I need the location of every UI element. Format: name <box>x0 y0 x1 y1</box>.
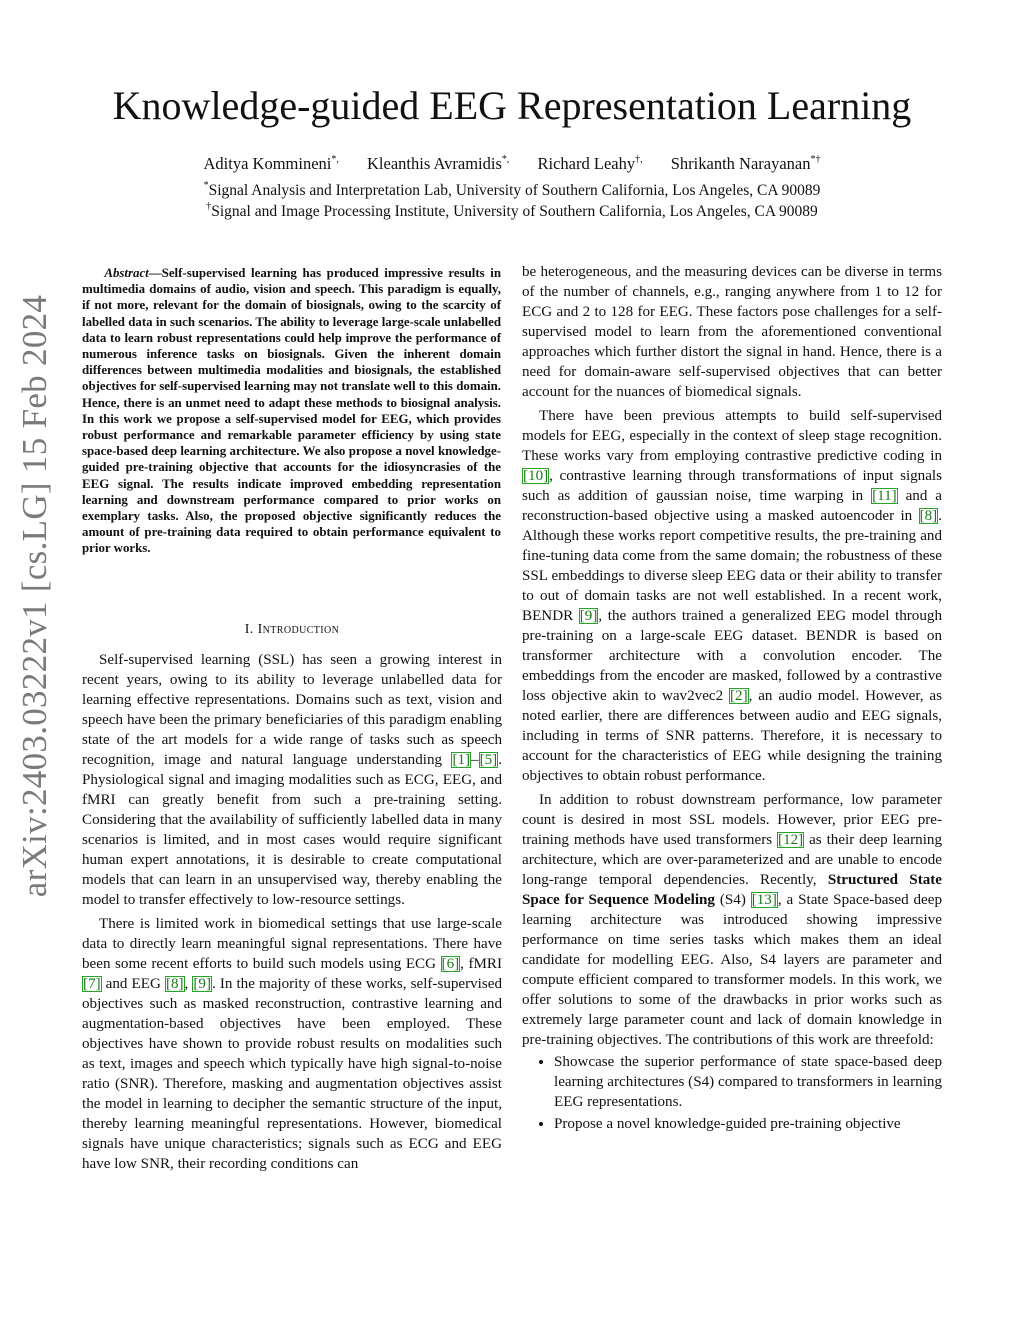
right-paragraph-2: There have been previous attempts to build self-supervised models for EEG, especially in the context of sleep stage recognition. These works vary from employing contrastive predictive coding in [10], contrastive learning through transformations of input signals such as addition of gaussian noise, time warping in [11] and a reconstruction-based objective using a masked autoencoder in [8]. Although these works report competitive results, the pre-training and fine-tuning data come from the same domain; the robustness of these SSL embeddings to diverse sleep EEG data or their ability to transfer to out of domain tasks are not well established. In a recent work, BENDR [9], the authors trained a generalized EEG model through pre-training on a large-scale EEG dataset. BENDR is based on transformer architecture with a convolution encoder. The embeddings from the encoder are masked, followed by a contrastive loss objective akin to wav2vec2 [2], an audio model. However, as noted earlier, there are differences between audio and EEG signals, including in terms of SNR patterns. Therefore, it is necessary to account for the characteristics of EEG while designing the training objectives to obtain robust performance. <box>522 408 942 784</box>
arxiv-identifier: arXiv:2403.03222v1 [cs.LG] 15 Feb 2024 <box>15 294 54 898</box>
right-paragraph-1: be heterogeneous, and the measuring devices can be diverse in terms of the number of channels, e.g., ranging anywhere from 1 to 12 for ECG and 2 to 128 for EEG. These factors pose challenges for a self-supervised model to learn from the aforementioned conventional approaches which further distort the signal in hand. Hence, there is a need for domain-aware self-supervised objectives that can better account for the nuances of biomedical signals. <box>522 264 942 400</box>
paper-title: Knowledge-guided EEG Representation Learning <box>112 83 912 128</box>
left-column <box>82 618 502 1174</box>
abstract-text: —Self-supervised learning has produced impressive results in multimedia domains of audio, vision and speech. This paradigm is equally, if not more, relevant for the domain of biosignals, owing to the scarcity of labelled data in such scenarios. The ability to leverage large-scale unlabelled data to learn robust representations could help improve the performance of numerous inference tasks on biosignals. Given the inherent domain differences between multimedia modalities and biosignals, the established objectives for self-supervised learning may not translate well to this domain. Hence, there is an unmet need to adapt these methods to biosignal analysis. In this work we propose a self-supervised model for EEG, which provides robust performance and remarkable parameter efficiency by using state space-based deep learning architecture. We also propose a novel knowledge-guided pre-training objective that accounts for the idiosyncrasies of the EEG signal. The results indicate improved embedding representation learning and downstream performance compared to prior works on exemplary tasks. Also, the proposed objective significantly reduces the amount of pre-training data required to obtain performance equivalent to prior works. <box>82 266 502 556</box>
author-3: Richard Leahy†, <box>537 154 643 173</box>
author-4: Shrikanth Narayanan*† <box>670 154 821 173</box>
citation-link[interactable]: [13] <box>751 892 777 908</box>
citation-link[interactable]: [9] <box>193 976 211 992</box>
section-heading: I. Introduction <box>244 622 340 637</box>
abstract-lead: Abstract <box>104 266 149 280</box>
abstract <box>82 265 501 557</box>
intro-paragraph-1: Self-supervised learning (SSL) has seen a growing interest in recent years, owing to its ability to leverage unlabelled data for learning effective representations. Domains such as text, vision and speech have been the primary beneficiaries of this paradigm enabling state of the art models for a wide range of tasks such as speech recognition, image and natural language understanding [1]–[5]. Physiological signal and imaging modalities such as ECG, EEG, and fMRI can greatly benefit from such a pre-training setting. Considering that the availability of sufficiently labelled data in many scenarios is limited, and in most cases would require significant human expert annotations, it is desirable to create computational models that can learn in an unsupervised way, thereby enabling the model to transfer effectively to low-resource settings. <box>82 652 502 908</box>
list-item: • Propose a novel knowledge-guided pre-training objective <box>554 1114 942 1134</box>
citation-link[interactable]: [5] <box>479 752 498 768</box>
author-1: Aditya Kommineni*, <box>203 154 339 173</box>
citation-link[interactable]: [6] <box>441 956 460 972</box>
citation-link[interactable]: [8] <box>919 508 938 524</box>
citation-link[interactable]: [7] <box>83 976 101 992</box>
list-item: • Showcase the superior performance of state space-based deep learning architectures (S4) compared to transformers in learning EEG representations. <box>554 1052 942 1112</box>
affiliation-2: †Signal and Image Processing Institute, University of Southern California, Los Angeles, CA 90089 <box>206 201 818 220</box>
citation-link[interactable]: [1] <box>452 752 471 768</box>
author-2: Kleanthis Avramidis*, <box>367 154 510 173</box>
s4-term: Structured State Space for Sequence Modeling <box>522 872 942 908</box>
affiliation-1: *Signal Analysis and Interpretation Lab, University of Southern California, Los Angeles, CA 90089 <box>203 180 821 199</box>
citation-link[interactable]: [8] <box>165 976 184 992</box>
author-list <box>60 153 964 175</box>
intro-paragraph-2: There is limited work in biomedical settings that use large-scale data to directly learn meaningful signal representations. There have been some recent efforts to build such models using ECG [6], fMRI [7] and EEG [8], [9]. In the majority of these works, self-supervised objectives such as masked reconstruction, contrastive learning and augmentation-based objectives have been employed. These objectives have shown to provide robust results on modalities such as text, images and speech which typically have high signal-to-noise ratio (SNR). Therefore, masking and augmentation objectives assist the model in learning to decipher the semantic structure of the input, thereby learning meaningful representations. However, biomedical signals have unique characteristics; signals such as ECG and EEG have low SNR, their recording conditions can <box>82 916 502 1172</box>
right-paragraph-3: In addition to robust downstream performance, low parameter count is desired in most SSL models. However, prior EEG pre-training methods have used transformers [12] as their deep learning architecture, which are over-parameterized and are unable to encode long-range temporal dependencies. Recently, Structured State Space for Sequence Modeling (S4) [13], a State Space-based deep learning architecture was introduced showing impressive performance on time series tasks which makes them an ideal candidate for modelling EEG. Also, S4 layers are parameter and compute efficient compared to transformer models. In this work, we offer solutions to some of the drawbacks in prior works such as extremely large parameter count and lack of domain knowledge in pre-training objectives. The contributions of this work are threefold: <box>522 792 942 1048</box>
citation-link[interactable]: [9] <box>579 608 598 624</box>
citation-link[interactable]: [2] <box>730 688 748 704</box>
arxiv-watermark <box>12 232 58 960</box>
citation-link[interactable]: [12] <box>778 832 804 848</box>
right-column <box>522 262 942 1136</box>
citation-link[interactable]: [11] <box>872 488 897 504</box>
contributions-list <box>522 1052 942 1134</box>
citation-link[interactable]: [10] <box>523 468 549 484</box>
